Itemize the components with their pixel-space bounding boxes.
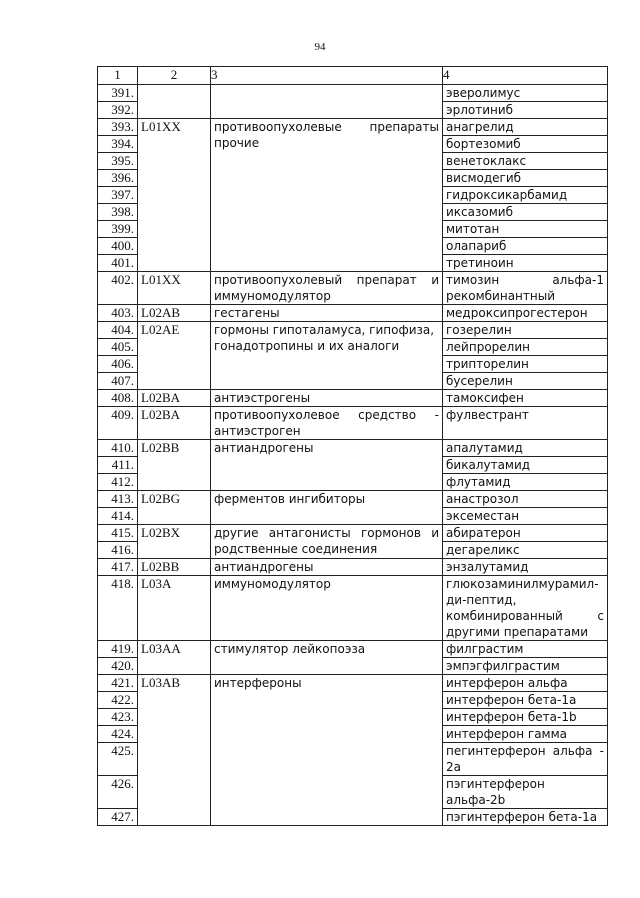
- row-number: 414.: [98, 508, 138, 525]
- atc-code: L03AA: [138, 641, 211, 675]
- drug-name: анастрозол: [443, 491, 608, 508]
- group-cell: [211, 407, 443, 440]
- row-number: 394.: [98, 136, 138, 153]
- group-line: гормоны гипоталамуса, гипофиза,: [214, 323, 435, 337]
- drug-name: митотан: [443, 221, 608, 238]
- atc-code: L03AB: [138, 675, 211, 826]
- group-name: гестагены: [211, 305, 443, 322]
- row-number: 417.: [98, 559, 138, 576]
- header-col-2: 2: [138, 67, 211, 85]
- atc-code: L02BB: [138, 440, 211, 491]
- drug-name: трипторелин: [443, 356, 608, 373]
- row-number: 398.: [98, 204, 138, 221]
- table-row: [98, 641, 608, 658]
- row-number: 409.: [98, 407, 138, 440]
- group-name: интерфероны: [211, 675, 443, 826]
- drug-name: анагрелид: [443, 119, 608, 136]
- row-number: 426.: [98, 776, 138, 809]
- table-row: [98, 491, 608, 508]
- drug-name: эверолимус: [443, 85, 608, 102]
- row-number: 396.: [98, 170, 138, 187]
- atc-code: L02BB: [138, 559, 211, 576]
- drug-line: 2а: [446, 760, 461, 774]
- drug-name: интерферон альфа: [443, 675, 608, 692]
- group-name: иммуномодулятор: [211, 576, 443, 641]
- drug-cell: [443, 576, 608, 641]
- drug-name: олапариб: [443, 238, 608, 255]
- row-number: 422.: [98, 692, 138, 709]
- table-row: [98, 440, 608, 457]
- drug-line: ди-пептид,: [446, 593, 517, 607]
- group-name: антиэстрогены: [211, 390, 443, 407]
- row-number: 416.: [98, 542, 138, 559]
- drug-name: пэгинтерферон бета-1а: [443, 809, 608, 826]
- row-number: 410.: [98, 440, 138, 457]
- row-number: 411.: [98, 457, 138, 474]
- row-number: 405.: [98, 339, 138, 356]
- atc-code: L02AB: [138, 305, 211, 322]
- table-row: [98, 272, 608, 305]
- row-number: 399.: [98, 221, 138, 238]
- header-col-4: 4: [443, 67, 608, 85]
- atc-code: L01XX: [138, 119, 211, 272]
- row-number: 408.: [98, 390, 138, 407]
- drug-name: бусерелин: [443, 373, 608, 390]
- row-number: 391.: [98, 85, 138, 102]
- row-number: 427.: [98, 809, 138, 826]
- row-number: 419.: [98, 641, 138, 658]
- group-cell: [211, 85, 443, 119]
- atc-code: L02BA: [138, 390, 211, 407]
- row-number: 415.: [98, 525, 138, 542]
- atc-code: L02BX: [138, 525, 211, 559]
- atc-code-cell: [138, 85, 211, 119]
- drug-name: гидроксикарбамид: [443, 187, 608, 204]
- table-row: [98, 322, 608, 339]
- drug-name: гозерелин: [443, 322, 608, 339]
- table-row: [98, 675, 608, 692]
- row-number: 407.: [98, 373, 138, 390]
- drug-line: комбинированный с: [446, 609, 604, 623]
- table-row: [98, 525, 608, 542]
- group-line: антиэстроген: [214, 424, 301, 438]
- group-cell: [211, 119, 443, 272]
- drug-name: эмпэгфилграстим: [443, 658, 608, 675]
- row-number: 418.: [98, 576, 138, 641]
- drug-name: апалутамид: [443, 440, 608, 457]
- row-number: 392.: [98, 102, 138, 119]
- row-number: 425.: [98, 743, 138, 776]
- group-line: другие антагонисты гормонов и: [214, 526, 439, 540]
- drug-line: пегинтерферон альфа -: [446, 744, 604, 758]
- row-number: 413.: [98, 491, 138, 508]
- group-line: противоопухолевое средство -: [214, 408, 439, 422]
- group-line: противоопухолевый препарат и: [214, 273, 439, 287]
- atc-code: L02AE: [138, 322, 211, 390]
- drug-name: фулвестрант: [443, 407, 608, 440]
- drug-name: эксеместан: [443, 508, 608, 525]
- drug-cell: [443, 743, 608, 776]
- atc-code: L02BA: [138, 407, 211, 440]
- page-number: 94: [314, 41, 326, 53]
- drug-cell: [443, 272, 608, 305]
- table-row: [98, 119, 608, 136]
- drug-name: абиратерон: [443, 525, 608, 542]
- drug-name: лейпрорелин: [443, 339, 608, 356]
- group-cell: [211, 525, 443, 559]
- drug-name: дегареликс: [443, 542, 608, 559]
- group-name: ферментов ингибиторы: [211, 491, 443, 525]
- group-line: прочие: [214, 136, 260, 150]
- drug-name: интерферон бета-1b: [443, 709, 608, 726]
- group-cell: [211, 322, 443, 390]
- drug-line: тимозин альфа-1: [446, 273, 604, 287]
- drug-name: венетоклакс: [443, 153, 608, 170]
- atc-code: L03A: [138, 576, 211, 641]
- row-number: 420.: [98, 658, 138, 675]
- row-number: 412.: [98, 474, 138, 491]
- drug-name: бортезомиб: [443, 136, 608, 153]
- row-number: 406.: [98, 356, 138, 373]
- table-row: [98, 559, 608, 576]
- table-row: [98, 576, 608, 641]
- table-row: [98, 407, 608, 440]
- drug-name: бикалутамид: [443, 457, 608, 474]
- drug-name: филграстим: [443, 641, 608, 658]
- drug-name: энзалутамид: [443, 559, 608, 576]
- group-line: противоопухолевые препараты: [214, 120, 439, 134]
- table-row: [98, 305, 608, 322]
- group-name: антиандрогены: [211, 440, 443, 491]
- atc-code: L02BG: [138, 491, 211, 525]
- drug-line: глюкозаминилмурамил-: [446, 577, 599, 591]
- row-number: 395.: [98, 153, 138, 170]
- drug-table: [97, 66, 608, 826]
- drug-name: иксазомиб: [443, 204, 608, 221]
- drug-line: рекомбинантный: [446, 289, 555, 303]
- group-name: антиандрогены: [211, 559, 443, 576]
- row-number: 403.: [98, 305, 138, 322]
- header-col-3: 3: [211, 67, 443, 85]
- drug-name: тамоксифен: [443, 390, 608, 407]
- row-number: 400.: [98, 238, 138, 255]
- drug-line: другими препаратами: [446, 625, 588, 639]
- atc-code: L01XX: [138, 272, 211, 305]
- row-number: 402.: [98, 272, 138, 305]
- drug-name: эрлотиниб: [443, 102, 608, 119]
- drug-name: висмодегиб: [443, 170, 608, 187]
- row-number: 424.: [98, 726, 138, 743]
- row-number: 423.: [98, 709, 138, 726]
- row-number: 397.: [98, 187, 138, 204]
- table-header-row: [98, 67, 608, 85]
- group-name: стимулятор лейкопоэза: [211, 641, 443, 675]
- group-line: гонадотропины и их аналоги: [214, 339, 400, 353]
- table-row: [98, 390, 608, 407]
- row-number: 421.: [98, 675, 138, 692]
- drug-name: интерферон бета-1а: [443, 692, 608, 709]
- drug-name: пэгинтерферон альфа-2b: [443, 776, 608, 809]
- header-col-1: 1: [98, 67, 138, 85]
- group-cell: [211, 272, 443, 305]
- group-line: иммуномодулятор: [214, 289, 331, 303]
- row-number: 401.: [98, 255, 138, 272]
- group-line: родственные соединения: [214, 542, 378, 556]
- table-row: [98, 85, 608, 102]
- drug-name: флутамид: [443, 474, 608, 491]
- row-number: 393.: [98, 119, 138, 136]
- row-number: 404.: [98, 322, 138, 339]
- drug-name: интерферон гамма: [443, 726, 608, 743]
- drug-name: медроксипрогестерон: [443, 305, 608, 322]
- drug-name: третиноин: [443, 255, 608, 272]
